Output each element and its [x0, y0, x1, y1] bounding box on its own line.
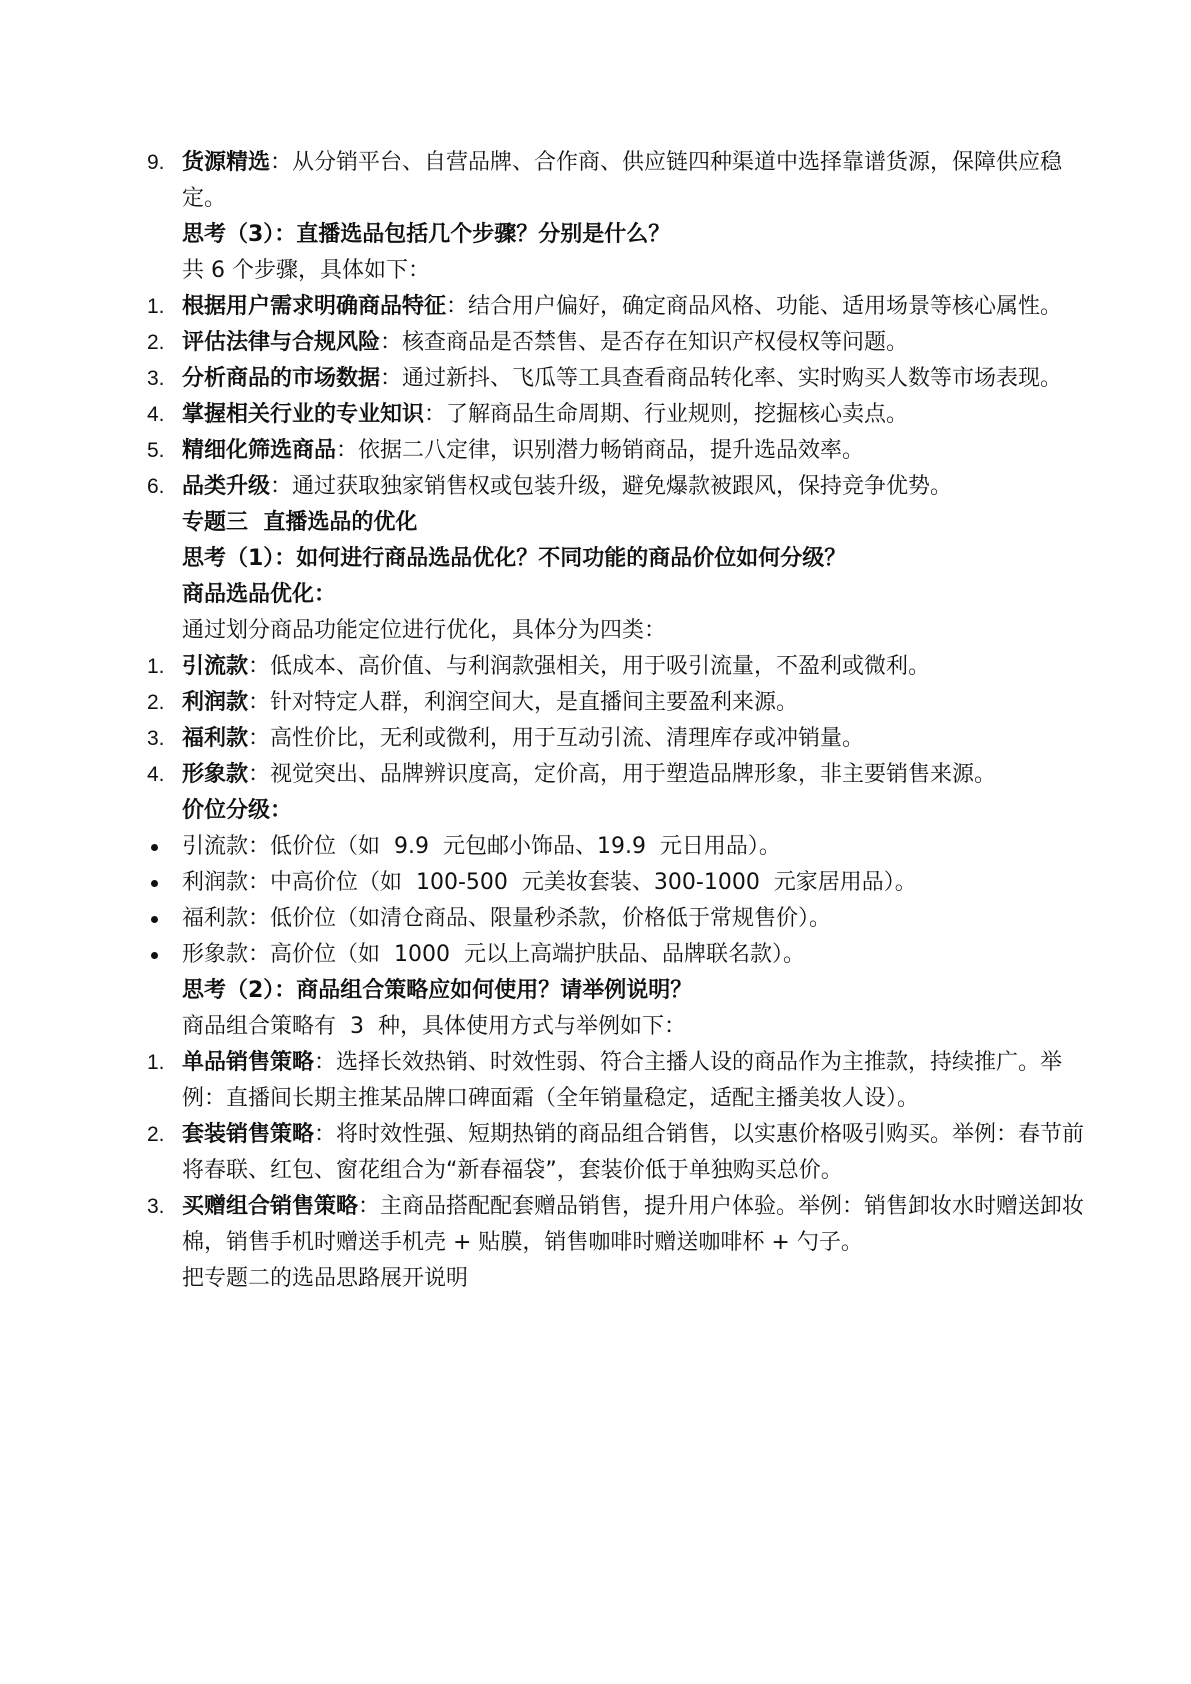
item-term: 品类升级 — [182, 474, 271, 499]
list-number: 6. — [147, 475, 165, 498]
item-term: 引流款 — [182, 654, 249, 679]
list-item — [147, 1117, 1101, 1189]
list-number: 3. — [147, 727, 165, 750]
item-text: ：针对特定人群，利润空间大，是直播间主要盈利来源。 — [248, 690, 799, 715]
bullet-text: 形象款：高价位（如 1000 元以上高端护肤品、品牌联名款）。 — [182, 942, 805, 967]
bullet-item — [182, 829, 1101, 865]
item-term: 单品销售策略 — [182, 1050, 315, 1075]
list-item — [147, 685, 1101, 721]
list-item — [147, 433, 1101, 469]
item-term: 分析商品的市场数据 — [182, 366, 381, 391]
section-title: 专题三 直播选品的优化 — [182, 510, 418, 535]
item-term: 货源精选 — [182, 150, 271, 175]
list-number: 1. — [147, 655, 165, 678]
list-item — [147, 145, 1101, 217]
item-term: 评估法律与合规风险 — [182, 330, 381, 355]
bullet-icon — [151, 844, 158, 851]
item-text: ：从分销平台、自营品牌、合作商、供应链四种渠道中选择靠谱货源，保障供应稳定。 — [182, 150, 1063, 211]
paragraph: 把专题二的选品思路展开说明 — [182, 1266, 469, 1291]
list-number: 3. — [147, 367, 165, 390]
list-number: 3. — [147, 1195, 165, 1218]
list-item — [147, 361, 1101, 397]
item-text: ：通过获取独家销售权或包装升级，避免爆款被跟风，保持竞争优势。 — [270, 474, 953, 499]
item-term: 利润款 — [182, 690, 249, 715]
item-text: ：将时效性强、短期热销的商品组合销售，以实惠价格吸引购买。举例：春节前将春联、红包、窗花组合为“新春福袋”，套装价低于单独购买总价。 — [182, 1122, 1085, 1183]
item-term: 精细化筛选商品 — [182, 438, 337, 463]
list-item — [147, 289, 1101, 325]
item-text: ：视觉突出、品牌辨识度高，定价高，用于塑造品牌形象，非主要销售来源。 — [248, 762, 997, 787]
list-number: 1. — [147, 295, 165, 318]
section-question: 思考（2）：商品组合策略应如何使用？请举例说明？ — [182, 978, 693, 1003]
list-item — [147, 1045, 1101, 1117]
item-text: ：选择长效热销、时效性弱、符合主播人设的商品作为主推款，持续推广。举例：直播间长期主推某品牌口碑面霜（全年销量稳定，适配主播美妆人设）。 — [182, 1050, 1063, 1111]
paragraph: 共 6 个步骤，具体如下： — [182, 258, 430, 283]
bullet-text: 福利款：低价位（如清仓商品、限量秒杀款，价格低于常规售价）。 — [182, 906, 832, 931]
item-text: ：高性价比，无利或微利，用于互动引流、清理库存或冲销量。 — [248, 726, 865, 751]
bullet-text: 利润款：中高价位（如 100-500 元美妆套装、300-1000 元家居用品）。 — [182, 870, 917, 895]
item-text: ：依据二八定律，识别潜力畅销商品，提升选品效率。 — [336, 438, 865, 463]
list-item — [147, 757, 1101, 793]
list-number: 4. — [147, 763, 165, 786]
list-number: 9. — [147, 151, 165, 174]
item-text: ：通过新抖、飞瓜等工具查看商品转化率、实时购买人数等市场表现。 — [380, 366, 1063, 391]
item-term: 形象款 — [182, 762, 249, 787]
list-item — [147, 1189, 1101, 1261]
bullet-item — [182, 865, 1101, 901]
item-text: ：核查商品是否禁售、是否存在知识产权侵权等问题。 — [380, 330, 909, 355]
item-term: 福利款 — [182, 726, 249, 751]
item-term: 根据用户需求明确商品特征 — [182, 294, 447, 319]
list-item — [147, 325, 1101, 361]
list-item — [147, 721, 1101, 757]
list-item — [147, 397, 1101, 433]
bullet-item — [182, 901, 1101, 937]
bullet-text: 引流款：低价位（如 9.9 元包邮小饰品、19.9 元日用品）。 — [182, 834, 781, 859]
list-number: 5. — [147, 439, 165, 462]
item-text: ：低成本、高价值、与利润款强相关，用于吸引流量，不盈利或微利。 — [248, 654, 931, 679]
list-item — [147, 469, 1101, 505]
list-number: 2. — [147, 691, 165, 714]
item-text: ：了解商品生命周期、行业规则，挖掘核心卖点。 — [424, 402, 909, 427]
item-text: ：主商品搭配配套赠品销售，提升用户体验。举例：销售卸妆水时赠送卸妆棉，销售手机时赠送手机壳 + 贴膜，销售咖啡时赠送咖啡杯 + 勺子。 — [182, 1194, 1085, 1255]
bullet-icon — [151, 952, 158, 959]
section-question: 思考（1）：如何进行商品选品优化？不同功能的商品价位如何分级？ — [182, 546, 847, 571]
section-question: 思考（3）：直播选品包括几个步骤？分别是什么？ — [182, 222, 671, 247]
item-text: ：结合用户偏好，确定商品风格、功能、适用场景等核心属性。 — [446, 294, 1063, 319]
item-term: 买赠组合销售策略 — [182, 1194, 359, 1219]
subheading: 商品选品优化： — [182, 582, 337, 607]
bullet-icon — [151, 880, 158, 887]
item-term: 套装销售策略 — [182, 1122, 315, 1147]
list-number: 4. — [147, 403, 165, 426]
subheading: 价位分级： — [182, 798, 293, 823]
bullet-icon — [151, 916, 158, 923]
list-item — [147, 649, 1101, 685]
bullet-item — [182, 937, 1101, 973]
list-number: 1. — [147, 1051, 165, 1074]
paragraph: 通过划分商品功能定位进行优化，具体分为四类： — [182, 618, 667, 643]
item-term: 掌握相关行业的专业知识 — [182, 402, 425, 427]
list-number: 2. — [147, 1123, 165, 1146]
list-number: 2. — [147, 331, 165, 354]
paragraph: 商品组合策略有 3 种，具体使用方式与举例如下： — [182, 1014, 686, 1039]
